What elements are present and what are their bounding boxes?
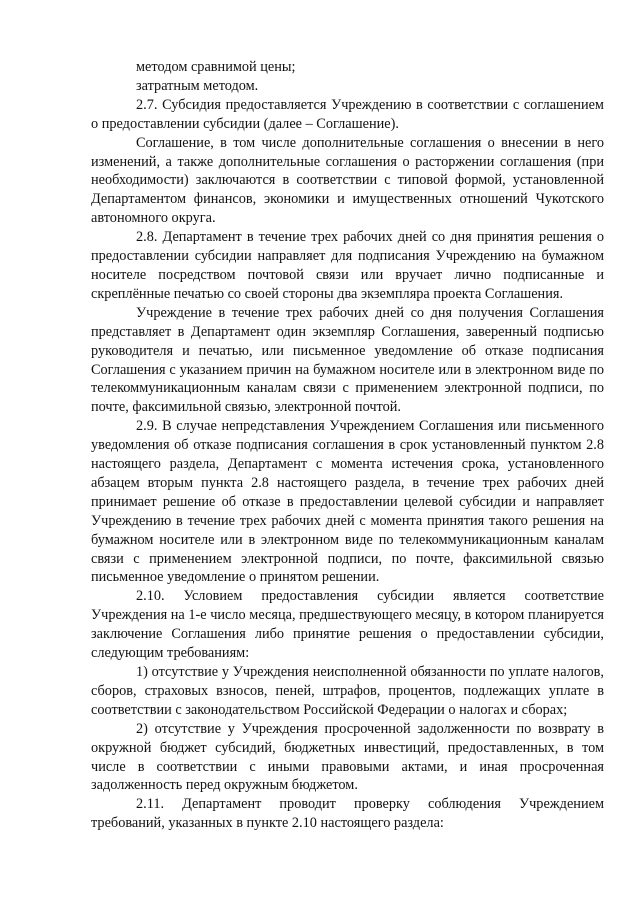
paragraph-institution-response: Учреждение в течение трех рабочих дней со дня получения Соглашения представляет в Департамент один экземпляр Соглашения, заверенный подписью руководителя и печатью, или письменное уведомление об отказе подписания Соглашения с указанием причин на бумажном носителе или в электронном виде по телекоммуникационным каналам связи с применением электронной подписи, по почте, факсимильной связью, электронной почтой. — [91, 304, 604, 416]
paragraph-2-8: 2.8. Департамент в течение трех рабочих дней со дня принятия решения о предоставлении субсидии направляет для подписания Учреждению на бумажном носителе посредством почтовой связи или вручает лично подписанные и скреплённые печатью со своей стороны два экземпляра проекта Соглашения. — [91, 229, 604, 302]
paragraph-2-9: 2.9. В случае непредставления Учреждением Соглашения или письменного уведомления об отказе подписания соглашения в срок установленный пунктом 2.8 настоящего раздела, Департамент с момента истечения срока, установленного абзацем вторым пункта 2.8 настоящего раздела, в течение трех рабочих дней принимает решение об отказе в предоставлении целевой субсидии и направляет Учреждению в течение трех рабочих дней с момента принятия такого решения на бумажном носителе или в электронном виде по телекоммуникационным каналам связи с применением электронной подписи, по почте, факсимильной связью письменное уведомление о принятом решении. — [91, 418, 604, 586]
paragraph-cost-method: затратным методом. — [136, 77, 259, 94]
document-page — [91, 58, 604, 833]
paragraph-method-comparable-price: методом сравнимой цены; — [136, 59, 296, 75]
paragraph-requirement-2: 2) отсутствие у Учреждения просроченной задолженности по возврату в окружной бюджет субсидий, бюджетных инвестиций, предоставленных, в том числе в соответствии с иными правовыми актами, и иная просроченная задолженность перед окружным бюджетом. — [91, 720, 604, 794]
paragraph-2-10: 2.10. Условием предоставления субсидии является соответствие Учреждения на 1-е число месяца, предшествующего месяцу, в котором планируется заключение Соглашения либо принятие решения о предоставлении субсидии, следующим требованиям: — [91, 588, 604, 662]
paragraph-requirement-1: 1) отсутствие у Учреждения неисполненной обязанности по уплате налогов, сборов, страховых взносов, пеней, штрафов, процентов, подлежащих уплате в соответствии с законодательством Российской Федерации о налогах и сборах; — [91, 664, 604, 718]
paragraph-2-11: 2.11. Департамент проводит проверку соблюдения Учреждением требований, указанных в пункте 2.10 настоящего раздела: — [91, 796, 604, 832]
paragraph-2-7: 2.7. Субсидия предоставляется Учреждению в соответствии с соглашением о предоставлении субсидии (далее – Соглашение). — [91, 96, 604, 132]
paragraph-agreement-form: Соглашение, в том числе дополнительные соглашения о внесении в него изменений, а также дополнительные соглашения о расторжении соглашения (при необходимости) заключаются в соответствии с типовой формой, установленной Департаментом финансов, экономики и имущественных отношений Чукотского автономного округа. — [91, 134, 604, 227]
